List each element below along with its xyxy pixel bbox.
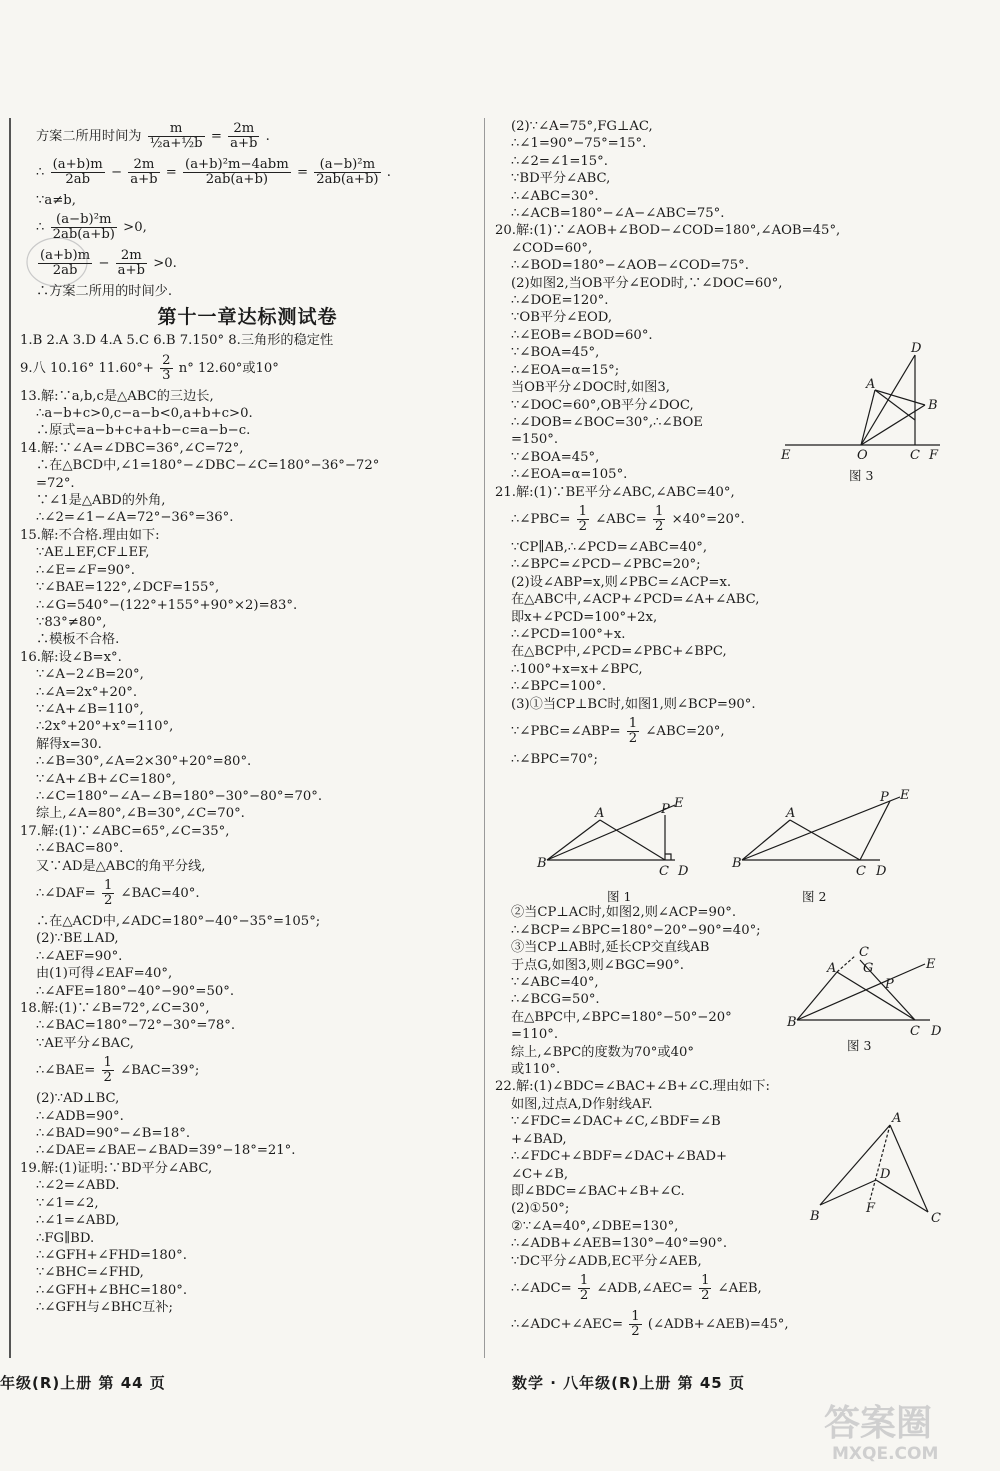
answer-line: 18.解:(1)∵∠B=72°,∠C=30°, bbox=[20, 1001, 210, 1017]
seg-ba bbox=[797, 972, 837, 1020]
answer-line: ∴∠2=∠1=15°. bbox=[511, 153, 608, 169]
answer-line: ∴∠2=∠ABD. bbox=[36, 1178, 120, 1194]
answer-line: ∴∠BPC=∠PCD−∠PBC=20°; bbox=[511, 557, 701, 573]
answer-line: ∴∠ACB=180°−∠A−∠ABC=75°. bbox=[511, 206, 725, 222]
answer-line: ∴在△ACD中,∠ADC=180°−40°−35°=105°; bbox=[36, 914, 321, 929]
label-d: D bbox=[911, 341, 922, 356]
label-e: E bbox=[674, 796, 684, 811]
answer-line: ∴∠1=90°−75°=15°. bbox=[511, 136, 647, 152]
answer-line: 在△ABC中,∠ACP+∠PCD=∠A+∠ABC, bbox=[511, 592, 760, 608]
seg-ac bbox=[600, 820, 665, 860]
answer-line: ②∵∠A=40°,∠DBE=130°, bbox=[511, 1218, 679, 1234]
answer-line: ∴∠2=∠1−∠A=72°−36°=36°. bbox=[36, 510, 234, 526]
seg-ac bbox=[890, 1125, 928, 1212]
answer-line-frac: ∴∠PBC= $\frac{1}{2}$ ∠ABC= $\frac{1}{2}$ ×40°=20°. bbox=[511, 503, 745, 534]
answer-line: (2)∵BE⊥AD, bbox=[36, 931, 119, 947]
answer-line: ∵AE平分∠BAC, bbox=[36, 1035, 134, 1051]
answer-line: (3)①当CP⊥BC时,如图1,则∠BCP=90°. bbox=[511, 696, 756, 712]
seg-ba bbox=[742, 820, 790, 860]
figure-22 bbox=[808, 1100, 953, 1235]
answer-line: ∵DC平分∠ADB,EC平分∠AEB, bbox=[511, 1253, 702, 1269]
answer-line: ∵∠1=∠2, bbox=[36, 1195, 99, 1211]
answer-line: ∵BD平分∠ABC, bbox=[511, 171, 611, 187]
answer-line: =110°. bbox=[511, 1027, 559, 1043]
answer-line: ∴∠1=∠ABD, bbox=[36, 1213, 120, 1229]
answer-line: 13.解:∵a,b,c是△ABC的三边长, bbox=[20, 388, 214, 404]
label-e: E bbox=[900, 788, 910, 803]
answer-line: ∴FG∥BD. bbox=[36, 1230, 95, 1246]
answer-line: ∴∠DAE=∠BAE−∠BAD=39°−18°=21°. bbox=[36, 1143, 296, 1159]
caption: 图 3 bbox=[849, 468, 874, 483]
label-o: O bbox=[857, 448, 868, 463]
plan-two-time-line: 方案二所用时间为 $\frac{m}{\text{½a+½b}}$ = $\frac{2m}{a+b}$ . bbox=[36, 121, 270, 151]
label-b: B bbox=[732, 856, 742, 871]
seg-ab bbox=[875, 390, 925, 405]
figure-21-fig1 bbox=[535, 795, 710, 907]
answer-line: 16.解:设∠B=x°. bbox=[20, 649, 122, 665]
label-b: B bbox=[928, 398, 938, 413]
label-c: C bbox=[659, 864, 669, 879]
answer-line-frac: ∴∠ADC= $\frac{1}{2}$ ∠ADB,∠AEC= $\frac{1}{2}$ ∠AEB, bbox=[511, 1272, 762, 1303]
answer-line: ∵83°≠80°, bbox=[36, 614, 107, 630]
answer-line: ∴∠AFE=180°−40°−90°=50°. bbox=[36, 983, 235, 999]
figure-21-fig3 bbox=[785, 942, 945, 1054]
footer-left: 年级(R)上册 第 44 页 bbox=[0, 1374, 166, 1392]
positive-line-2: $\frac{(a+b)m}{2ab}$ − $\frac{2m}{a+b}$ >0. bbox=[40, 248, 177, 279]
label-d: D bbox=[678, 864, 689, 879]
answer-line: 14.解:∵∠A=∠DBC=36°,∠C=72°, bbox=[20, 440, 244, 456]
ray-oa bbox=[861, 390, 875, 445]
answer-line: ∴a−b+c>0,c−a−b<0,a+b+c>0. bbox=[36, 406, 253, 422]
label-d: D bbox=[931, 1024, 942, 1039]
answer-line: ∴∠BAC=180°−72°−30°=78°. bbox=[36, 1018, 236, 1034]
fraction: $\frac{2m}{a+b}$ bbox=[230, 121, 258, 151]
answer-line: 19.解:(1)证明:∵BD平分∠ABC, bbox=[20, 1160, 213, 1176]
ext-ag bbox=[837, 956, 855, 972]
answer-line: (2)∵∠A=75°,FG⊥AC, bbox=[511, 119, 653, 134]
positive-line: ∴ $\frac{\text{(a−b)²m}}{2ab(a+b)}$ >0, bbox=[36, 212, 147, 243]
answer-line: ∠COD=60°, bbox=[511, 240, 593, 256]
answer-line: (2)①50°; bbox=[511, 1201, 570, 1217]
answer-line: ∴∠DOE=120°. bbox=[511, 293, 609, 309]
answer-line: ∴∠BCG=50°. bbox=[511, 992, 600, 1008]
answer-line: ∵∠A+∠B+∠C=180°, bbox=[36, 771, 176, 787]
answer-line: ∴∠BOD=180°−∠AOB−∠COD=75°. bbox=[511, 258, 749, 274]
label-p: P bbox=[661, 802, 670, 817]
answer-line: 综上,∠BPC的度数为70°或40° bbox=[511, 1044, 694, 1060]
answer-line: 解得x=30. bbox=[36, 736, 102, 752]
answer-line: ∵∠BAE=122°,∠DCF=155°, bbox=[36, 580, 220, 596]
chapter-title: 第十一章达标测试卷 bbox=[157, 305, 338, 328]
answer-line: 15.解:不合格.理由如下: bbox=[20, 527, 160, 543]
label-a: A bbox=[786, 806, 796, 821]
label-a: A bbox=[595, 806, 605, 821]
text-line: ∵a≠b, bbox=[36, 193, 76, 208]
answer-line: ∴∠EOA=α=15°; bbox=[511, 362, 620, 378]
answer-line: ∵∠ABC=40°, bbox=[511, 975, 599, 991]
label-p: P bbox=[880, 790, 889, 805]
label-c: C bbox=[931, 1211, 941, 1226]
answer-line: ③当CP⊥AB时,延长CP交直线AB bbox=[511, 940, 710, 956]
answer-line: ∵∠BOA=45°, bbox=[511, 345, 600, 361]
answer-line: 当OB平分∠DOC时,如图3, bbox=[511, 380, 670, 396]
seg-ac bbox=[790, 820, 860, 860]
watermark-url: MXQE.COM bbox=[832, 1444, 939, 1464]
label-b: B bbox=[537, 856, 547, 871]
answer-line: 在△BPC中,∠BPC=180°−50°−20° bbox=[511, 1009, 732, 1025]
answer-line: 在△BCP中,∠PCD=∠PBC+∠BPC, bbox=[511, 644, 727, 660]
answer-line: (2)设∠ABP=x,则∠PBC=∠ACP=x. bbox=[511, 574, 732, 590]
column-divider bbox=[484, 118, 485, 1358]
label-b: B bbox=[810, 1209, 820, 1224]
answer-line: ∴∠GFH+∠FHD=180°. bbox=[36, 1247, 187, 1263]
figure-20-fig3 bbox=[775, 340, 945, 490]
answer-line: ∴∠BCP=∠BPC=180°−20°−90°=40°; bbox=[511, 922, 761, 938]
difference-line: ∴ $\frac{(a+b)m}{2ab}$ − $\frac{2m}{a+b}$ = $\frac{\text{(a+b)²m−4abm}}{2ab(a+b)}$ = $\frac{\text{(a−b)²m}}{2ab(a+b)}$ . bbox=[36, 157, 391, 187]
answer-line: ∵∠FDC=∠DAC+∠C,∠BDF=∠B bbox=[511, 1114, 721, 1130]
answer-line: (2)如图2,当OB平分∠EOD时,∵∠DOC=60°, bbox=[511, 275, 783, 291]
text-line: ∴方案二所用的时间少. bbox=[36, 284, 173, 300]
answer-line: ∴∠E=∠F=90°. bbox=[36, 562, 135, 578]
label-a: A bbox=[827, 961, 837, 976]
caption: 图 3 bbox=[847, 1038, 872, 1053]
label-a: A bbox=[892, 1111, 902, 1126]
label-g: G bbox=[863, 961, 874, 976]
right-angle-mark bbox=[665, 854, 671, 860]
answer-line: ∴在△BCD中,∠1=180°−∠DBC−∠C=180°−36°−72° bbox=[36, 458, 380, 474]
answer-line: ∴∠GFH+∠BHC=180°. bbox=[36, 1282, 188, 1298]
answer-line-frac: ∴∠DAF= $\frac{1}{2}$ ∠BAC=40°. bbox=[36, 878, 200, 908]
answer-line: 于点G,如图3,则∠BGC=90°. bbox=[511, 957, 685, 973]
answer-line: 22.解:(1)∠BDC=∠BAC+∠B+∠C.理由如下: bbox=[495, 1079, 770, 1095]
answer-line: ∵∠DOC=60°,OB平分∠DOC, bbox=[511, 397, 694, 413]
answer-line: ∴∠ABC=30°. bbox=[511, 188, 599, 204]
answer-line: ∴100°+x=x+∠BPC, bbox=[511, 661, 643, 677]
answer-line: ∵∠BOA=45°, bbox=[511, 449, 600, 465]
left-column bbox=[20, 118, 475, 1317]
answer-line-frac: ∵∠PBC=∠ABP= $\frac{1}{2}$ ∠ABC=20°, bbox=[511, 716, 725, 746]
label-c-top: C bbox=[859, 945, 869, 960]
answer-line: 17.解:(1)∵∠ABC=65°,∠C=35°, bbox=[20, 823, 230, 839]
answer-line: ∴∠ADB=90°. bbox=[36, 1108, 124, 1124]
answer-line: =72°. bbox=[36, 475, 75, 491]
answer-line-frac: ∴∠BAE= $\frac{1}{2}$ ∠BAC=39°; bbox=[36, 1055, 200, 1086]
left-margin-rule bbox=[9, 118, 11, 1358]
answer-line: ∴原式=a−b+c+a+b−c=a−b−c. bbox=[36, 423, 251, 439]
answer-line: ∴∠EOA=α=105°. bbox=[511, 467, 628, 483]
seg-dc bbox=[876, 1180, 928, 1212]
label-e: E bbox=[781, 448, 791, 463]
label-c: C bbox=[856, 864, 866, 879]
label-e: E bbox=[926, 957, 936, 972]
answer-line: ∴∠ADB+∠AEB=130°−40°=90°. bbox=[511, 1236, 728, 1252]
answer-line: 1.B 2.A 3.D 4.A 5.C 6.B 7.150° 8.三角形的稳定性 bbox=[20, 333, 334, 349]
answer-line: ∵∠BHC=∠FHD, bbox=[36, 1265, 144, 1281]
answer-line: 20.解:(1)∵∠AOB+∠BOD−∠COD=180°,∠AOB=45°, bbox=[495, 223, 841, 239]
label-a: A bbox=[866, 377, 876, 392]
answer-line-frac: ∴∠ADC+∠AEC= $\frac{1}{2}$ (∠ADB+∠AEB)=45°, bbox=[511, 1308, 789, 1339]
seg-ac bbox=[837, 972, 915, 1020]
label-d: D bbox=[880, 1167, 891, 1182]
ray-be bbox=[797, 964, 925, 1020]
answer-line: ∵AE⊥EF,CF⊥EF, bbox=[36, 545, 150, 561]
answer-line: ∴模板不合格. bbox=[36, 632, 120, 648]
answer-line: 由(1)可得∠EAF=40°, bbox=[36, 966, 173, 982]
answer-line: ②当CP⊥AC时,如图2,则∠ACP=90°. bbox=[511, 905, 737, 921]
answer-line: ∵∠A−2∠B=20°, bbox=[36, 667, 144, 683]
answer-line: ∵∠A+∠B=110°, bbox=[36, 701, 144, 717]
answer-line: ∴∠C=180°−∠A−∠B=180°−30°−80°=70°. bbox=[36, 788, 323, 804]
answer-line: ∴∠AEF=90°. bbox=[36, 948, 123, 964]
answer-line: ∵CP∥AB,∴∠PCD=∠ABC=40°, bbox=[511, 539, 708, 555]
answer-line: ∵OB平分∠EOD, bbox=[511, 310, 613, 326]
answer-line: ∵∠1是△ABD的外角, bbox=[36, 493, 166, 509]
caption-2: 图 2 bbox=[802, 889, 827, 904]
answer-line: (2)∵AD⊥BC, bbox=[36, 1091, 120, 1107]
answer-line: ∴∠BPC=70°; bbox=[511, 752, 598, 767]
answer-line: ∴∠BAD=90°−∠B=18°. bbox=[36, 1126, 191, 1142]
answer-line: ∴∠PCD=100°+x. bbox=[511, 626, 626, 642]
answer-line: 如图,过点A,D作射线AF. bbox=[511, 1096, 653, 1112]
answer-line: ∴∠BAC=80°. bbox=[36, 841, 124, 857]
ray-be bbox=[547, 805, 675, 860]
watermark-logo bbox=[818, 1395, 988, 1465]
fraction: $\frac{m}{\text{½a+½b}}$ bbox=[149, 121, 203, 151]
answer-line: ∴∠A=2x°+20°. bbox=[36, 684, 138, 700]
label-d: D bbox=[876, 864, 887, 879]
label-f: F bbox=[929, 448, 939, 463]
label-c: C bbox=[910, 448, 920, 463]
answer-line: 或110°. bbox=[511, 1062, 561, 1078]
label-f: F bbox=[866, 1201, 876, 1216]
answer-line: ∴∠G=540°−(122°+155°+90°×2)=83°. bbox=[36, 597, 298, 613]
answer-line: ∴2x°+20°+x°=110°, bbox=[36, 719, 174, 735]
answer-line-q9-12: 9.八 10.16° 11.60°+ $\frac{2}{3}$ n° 12.60°或10° bbox=[20, 352, 279, 383]
answer-line: 21.解:(1)∵BE平分∠ABC,∠ABC=40°, bbox=[495, 484, 735, 500]
answer-line: +∠BAD, bbox=[511, 1131, 567, 1147]
watermark-text: 答案圈 bbox=[824, 1403, 933, 1444]
answer-line: ∴∠GFH与∠BHC互补; bbox=[36, 1300, 173, 1316]
seg-a-inner bbox=[875, 390, 915, 420]
label-c: C bbox=[910, 1024, 920, 1039]
answer-line: =150°. bbox=[511, 432, 559, 448]
answer-line: ∴∠EOB=∠BOD=60°. bbox=[511, 327, 653, 343]
answer-line: 即∠BDC=∠BAC+∠B+∠C. bbox=[511, 1183, 685, 1199]
answer-line: ∴∠DOB=∠BOC=30°,∴∠BOE bbox=[511, 414, 703, 430]
answer-line: 即x+∠PCD=100°+2x, bbox=[511, 609, 658, 625]
seg-cp bbox=[860, 801, 890, 860]
answer-line: ∠C+∠B, bbox=[511, 1166, 569, 1182]
label-p: P bbox=[885, 977, 894, 992]
answer-line: ∴∠BPC=100°. bbox=[511, 679, 607, 695]
answer-line: 又∵AD是△ABC的角平分线, bbox=[36, 858, 206, 874]
caption-1: 图 1 bbox=[607, 889, 632, 904]
answer-line: 综上,∠A=80°,∠B=30°,∠C=70°. bbox=[36, 806, 245, 822]
label-b: B bbox=[787, 1015, 797, 1030]
figure-21-fig2 bbox=[730, 785, 930, 907]
answer-line: ∴∠B=30°,∠A=2×30°+20°=80°. bbox=[36, 754, 252, 770]
answer-line: ∴∠FDC+∠BDF=∠DAC+∠BAD+ bbox=[511, 1149, 727, 1165]
footer-right: 数学 · 八年级(R)上册 第 45 页 bbox=[512, 1374, 745, 1392]
